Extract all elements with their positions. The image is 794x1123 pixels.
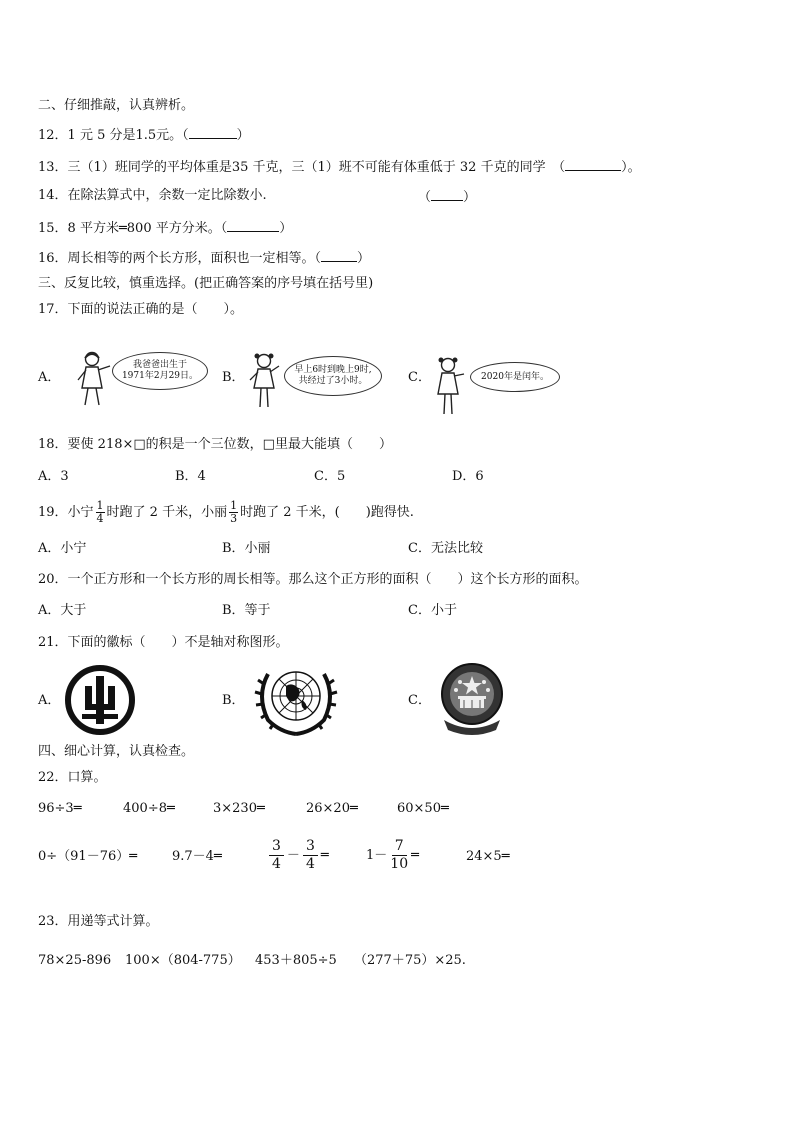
- question-15-close: ）: [279, 221, 293, 236]
- q19-option-b[interactable]: B．小丽: [222, 541, 271, 556]
- question-14-close: ）: [463, 190, 477, 205]
- oral-calc-3: 3×230═: [213, 801, 265, 816]
- question-15: [38, 219, 292, 237]
- fraction-b-denominator: 4: [305, 856, 315, 872]
- equals-sign-2: ═: [411, 848, 419, 863]
- oral-calc-5: 60×50═: [397, 801, 449, 816]
- question-12-close: ）: [236, 128, 250, 143]
- fraction-1-numerator: 1: [96, 499, 104, 512]
- fraction-c-numerator: 7: [392, 838, 407, 856]
- fraction-three-quarters-a: [269, 838, 284, 873]
- question-15-text: 15．8 平方米═800 平方分米。（: [38, 221, 228, 236]
- q20-option-c[interactable]: C．小于: [408, 603, 457, 618]
- question-14-text: 14．在除法算式中，余数一定比除数小.: [38, 188, 267, 203]
- answer-blank-16[interactable]: [321, 249, 357, 262]
- question-14-open: （: [418, 190, 432, 205]
- girl-illustration-c: [430, 356, 466, 418]
- q18-option-b[interactable]: B．4: [175, 469, 206, 484]
- question-13-close: ）。: [621, 160, 641, 175]
- question-12: [38, 126, 250, 144]
- bubble-c-line-1: 2020年是闰年。: [481, 371, 549, 382]
- question-17-text: 17．下面的说法正确的是（ ）。: [38, 302, 244, 317]
- question-21-text: 21．下面的徽标（ ）不是轴对称图形。: [38, 635, 289, 650]
- answer-blank-12[interactable]: [189, 126, 237, 139]
- bank-logo-icon: [64, 664, 136, 736]
- oral-calc-10: 24×5═: [466, 849, 510, 864]
- fraction-one-quarter: [96, 500, 105, 525]
- question-18-text: 18．要使 218×□的积是一个三位数，□里最大能填（ ）: [38, 437, 392, 452]
- question-14-answer: [418, 188, 476, 206]
- question-16-close: ）: [357, 251, 371, 266]
- one-minus: 1－: [366, 848, 388, 863]
- fraction-three-quarters-b: [303, 838, 318, 873]
- speech-bubble-c: [470, 362, 560, 392]
- q18-option-d[interactable]: D．6: [452, 469, 484, 484]
- stepwise-calc-3: 453＋805÷5: [255, 953, 337, 968]
- q20-option-a[interactable]: A．大于: [38, 603, 87, 618]
- option-b-label[interactable]: B．: [222, 370, 245, 385]
- option-c-label[interactable]: C．: [408, 370, 431, 385]
- question-16: [38, 249, 370, 267]
- girl-illustration-b: [246, 352, 282, 412]
- question-19-part-3: 时跑了 2 千米，( )跑得快.: [240, 505, 414, 520]
- national-emblem-icon: [434, 660, 510, 738]
- bubble-b-line-1: 早上6时到晚上9时,: [294, 365, 372, 375]
- bubble-a-line-1: 我爸爸出生于: [132, 360, 187, 370]
- stepwise-calc-2: 100×（804-775）: [125, 953, 241, 968]
- fraction-a-numerator: 3: [269, 838, 284, 856]
- q20-option-b[interactable]: B．等于: [222, 603, 271, 618]
- q19-option-c[interactable]: C．无法比较: [408, 541, 483, 556]
- oral-calc-7: 9.7－4═: [172, 849, 222, 864]
- girl-illustration-a: [72, 350, 112, 410]
- fraction-b-numerator: 3: [303, 838, 318, 856]
- question-13-text: 13．三（1）班同学的平均体重是35 千克，三（1）班不可能有体重低于 32 千克的同学 （: [38, 160, 566, 175]
- q21-option-a[interactable]: A．: [38, 693, 61, 708]
- fraction-one-third: [229, 500, 238, 525]
- fraction-2-denominator: 3: [230, 512, 238, 525]
- q18-option-c[interactable]: C．5: [314, 469, 346, 484]
- stepwise-calc-1: 78×25-896: [38, 953, 112, 968]
- q18-option-a[interactable]: A．3: [38, 469, 69, 484]
- equals-sign: ═: [320, 848, 329, 863]
- question-23-title: 23．用递等式计算。: [38, 914, 159, 929]
- question-22-title: 22．口算。: [38, 770, 107, 785]
- question-20-text: 20．一个正方形和一个长方形的周长相等。那么这个正方形的面积（ ）这个长方形的面积。: [38, 572, 588, 587]
- fraction-seven-tenths: [390, 838, 408, 873]
- united-nations-emblem-icon: [250, 660, 342, 738]
- bubble-a-line-2: 1971年2月29日。: [121, 371, 199, 381]
- oral-calc-4: 26×20═: [306, 801, 358, 816]
- fraction-c-denominator: 10: [390, 856, 409, 872]
- question-12-text: 12．1 元 5 分是1.5元。（: [38, 128, 189, 143]
- answer-blank-15[interactable]: [227, 219, 279, 232]
- speech-bubble-b: [284, 356, 382, 396]
- answer-blank-13[interactable]: [565, 158, 621, 171]
- bubble-b-line-2: 共经过了3小时。: [298, 376, 368, 386]
- q21-option-b[interactable]: B．: [222, 693, 245, 708]
- question-16-text: 16．周长相等的两个长方形，面积也一定相等。（: [38, 251, 322, 266]
- speech-bubble-a: [112, 352, 208, 390]
- fraction-1-denominator: 4: [96, 512, 104, 525]
- section-3-title: 三、反复比较，慎重选择。(把正确答案的序号填在括号里): [38, 276, 374, 291]
- question-19-part-1: 19．小宁: [38, 505, 94, 520]
- minus-sign: －: [286, 848, 300, 863]
- q21-option-c[interactable]: C．: [408, 693, 431, 708]
- fraction-2-numerator: 1: [230, 499, 238, 512]
- question-19-part-2: 时跑了 2 千米，小丽: [106, 505, 228, 520]
- oral-calc-6: 0÷（91－76）═: [38, 849, 138, 864]
- fraction-a-denominator: 4: [272, 856, 281, 872]
- q19-option-a[interactable]: A．小宁: [38, 541, 87, 556]
- section-4-title: 四、细心计算，认真检查。: [38, 744, 195, 759]
- question-13: [38, 158, 641, 176]
- question-14: [38, 188, 267, 204]
- question-19: [38, 500, 414, 526]
- oral-calc-2: 400÷8═: [123, 801, 175, 816]
- oral-calc-1: 96÷3═: [38, 801, 82, 816]
- stepwise-calc-4: （277＋75）×25.: [354, 953, 466, 968]
- section-2-title: 二、仔细推敲，认真辨析。: [38, 98, 195, 113]
- oral-calc-8: [266, 836, 329, 876]
- answer-blank-14[interactable]: [431, 188, 463, 201]
- oral-calc-9: [366, 836, 419, 876]
- option-a-label[interactable]: A．: [38, 370, 61, 385]
